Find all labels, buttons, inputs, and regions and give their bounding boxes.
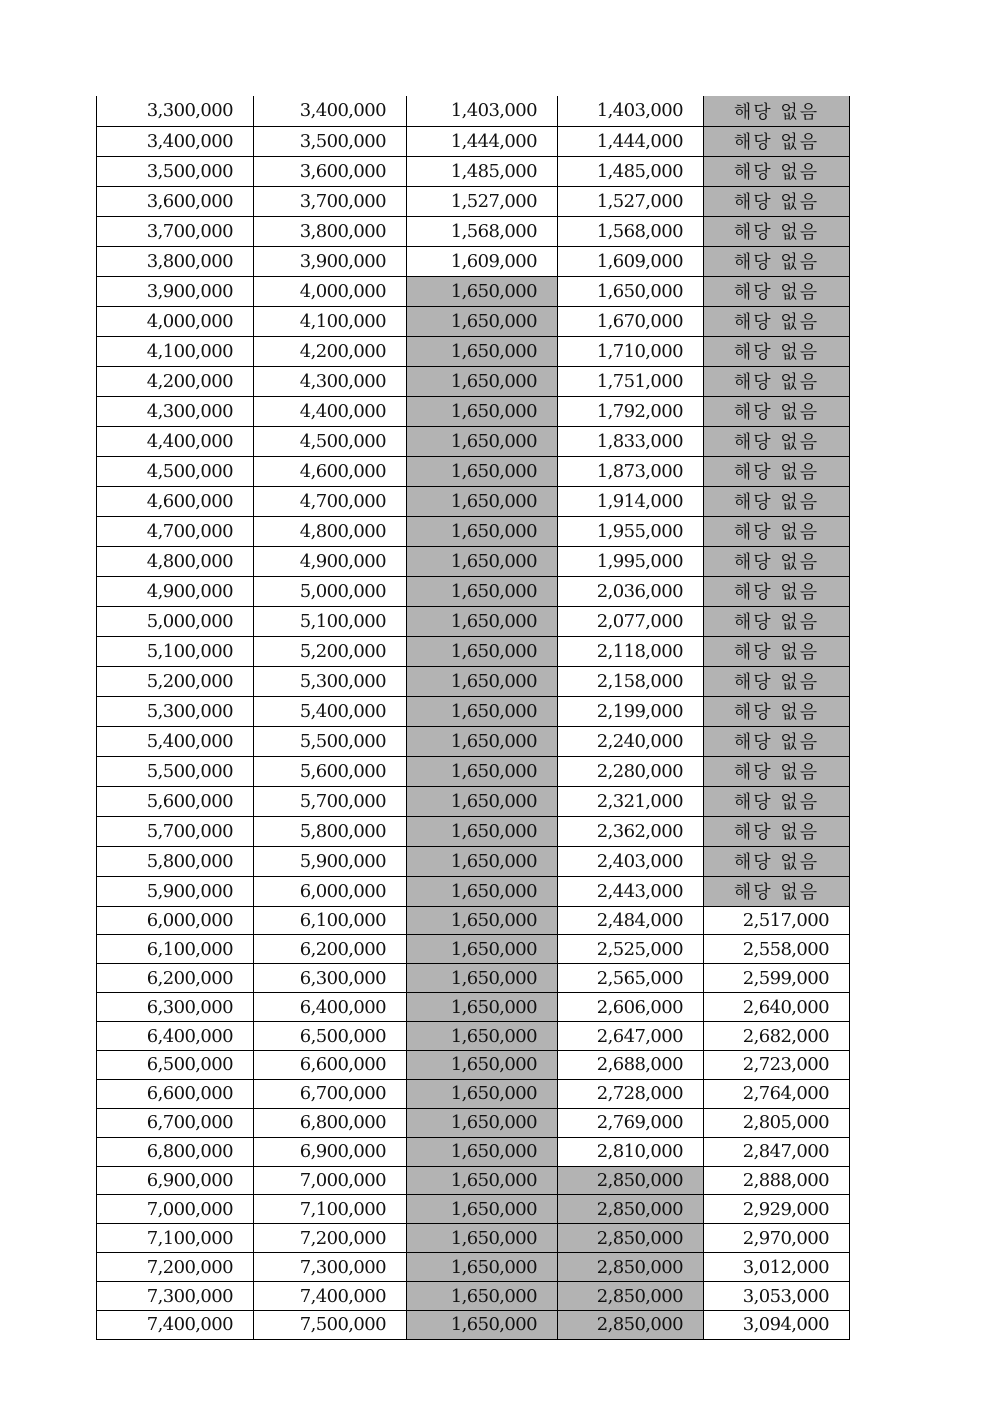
range-to-cell: 6,500,000 [254,1022,407,1051]
table-row [97,306,850,336]
amount-c-cell: 3,053,000 [704,1282,850,1311]
amount-c-cell: 2,558,000 [704,935,850,964]
amount-table [96,96,850,1340]
range-to-cell: 5,900,000 [254,846,407,876]
table-row [97,906,850,935]
range-to-cell: 7,300,000 [254,1253,407,1282]
amount-b-cell: 2,647,000 [558,1022,704,1051]
amount-c-cell: 해당 없음 [704,786,850,816]
range-from-cell: 4,300,000 [97,396,254,426]
amount-b-cell: 2,280,000 [558,756,704,786]
amount-b-cell: 1,403,000 [558,96,704,126]
amount-b-cell: 1,873,000 [558,456,704,486]
range-to-cell: 5,300,000 [254,666,407,696]
range-to-cell: 4,300,000 [254,366,407,396]
table-row [97,786,850,816]
range-from-cell: 5,300,000 [97,696,254,726]
range-from-cell: 3,400,000 [97,126,254,156]
amount-b-cell: 1,914,000 [558,486,704,516]
amount-c-cell: 해당 없음 [704,726,850,756]
table-row [97,576,850,606]
range-from-cell: 7,300,000 [97,1282,254,1311]
range-to-cell: 7,500,000 [254,1310,407,1339]
table-row [97,696,850,726]
amount-c-cell: 2,599,000 [704,964,850,993]
amount-b-cell: 2,321,000 [558,786,704,816]
table-row [97,216,850,246]
amount-a-cell: 1,650,000 [407,935,558,964]
amount-a-cell: 1,650,000 [407,1224,558,1253]
amount-a-cell: 1,650,000 [407,396,558,426]
range-to-cell: 3,500,000 [254,126,407,156]
amount-a-cell: 1,650,000 [407,426,558,456]
table-row [97,486,850,516]
range-from-cell: 6,800,000 [97,1137,254,1166]
range-to-cell: 4,700,000 [254,486,407,516]
range-from-cell: 7,400,000 [97,1310,254,1339]
amount-a-cell: 1,650,000 [407,1310,558,1339]
table-row [97,246,850,276]
amount-a-cell: 1,650,000 [407,276,558,306]
table-row [97,1253,850,1282]
amount-c-cell: 3,012,000 [704,1253,850,1282]
amount-b-cell: 1,833,000 [558,426,704,456]
range-from-cell: 6,900,000 [97,1166,254,1195]
amount-a-cell: 1,650,000 [407,846,558,876]
amount-b-cell: 2,688,000 [558,1050,704,1079]
amount-b-cell: 2,728,000 [558,1079,704,1108]
amount-a-cell: 1,650,000 [407,576,558,606]
table-row [97,546,850,576]
table-row [97,1166,850,1195]
amount-c-cell: 해당 없음 [704,246,850,276]
amount-c-cell: 해당 없음 [704,366,850,396]
amount-c-cell: 해당 없음 [704,426,850,456]
amount-b-cell: 1,955,000 [558,516,704,546]
range-to-cell: 5,800,000 [254,816,407,846]
amount-c-cell: 2,888,000 [704,1166,850,1195]
amount-b-cell: 2,403,000 [558,846,704,876]
table-row [97,186,850,216]
table-row [97,935,850,964]
table-row [97,1079,850,1108]
range-from-cell: 5,500,000 [97,756,254,786]
range-from-cell: 3,600,000 [97,186,254,216]
range-from-cell: 6,100,000 [97,935,254,964]
range-to-cell: 3,600,000 [254,156,407,186]
amount-a-cell: 1,650,000 [407,1022,558,1051]
amount-a-cell: 1,650,000 [407,666,558,696]
amount-b-cell: 2,565,000 [558,964,704,993]
amount-c-cell: 2,929,000 [704,1195,850,1224]
amount-a-cell: 1,650,000 [407,964,558,993]
amount-c-cell: 해당 없음 [704,486,850,516]
amount-b-cell: 2,850,000 [558,1166,704,1195]
amount-b-cell: 2,036,000 [558,576,704,606]
amount-a-cell: 1,444,000 [407,126,558,156]
range-to-cell: 5,000,000 [254,576,407,606]
amount-a-cell: 1,485,000 [407,156,558,186]
range-from-cell: 4,500,000 [97,456,254,486]
amount-b-cell: 2,158,000 [558,666,704,696]
table-row [97,1137,850,1166]
amount-c-cell: 해당 없음 [704,276,850,306]
range-from-cell: 3,300,000 [97,96,254,126]
range-from-cell: 5,400,000 [97,726,254,756]
range-to-cell: 6,100,000 [254,906,407,935]
amount-c-cell: 해당 없음 [704,876,850,906]
range-from-cell: 4,900,000 [97,576,254,606]
range-to-cell: 4,800,000 [254,516,407,546]
amount-c-cell: 해당 없음 [704,336,850,366]
amount-c-cell: 해당 없음 [704,126,850,156]
range-to-cell: 4,600,000 [254,456,407,486]
amount-b-cell: 1,650,000 [558,276,704,306]
range-from-cell: 6,000,000 [97,906,254,935]
amount-a-cell: 1,650,000 [407,606,558,636]
range-from-cell: 4,400,000 [97,426,254,456]
amount-b-cell: 1,792,000 [558,396,704,426]
amount-c-cell: 2,517,000 [704,906,850,935]
amount-c-cell: 해당 없음 [704,306,850,336]
amount-b-cell: 1,485,000 [558,156,704,186]
range-from-cell: 5,600,000 [97,786,254,816]
amount-a-cell: 1,650,000 [407,546,558,576]
amount-b-cell: 2,362,000 [558,816,704,846]
range-from-cell: 7,100,000 [97,1224,254,1253]
amount-a-cell: 1,650,000 [407,993,558,1022]
amount-b-cell: 2,606,000 [558,993,704,1022]
amount-a-cell: 1,527,000 [407,186,558,216]
range-to-cell: 4,900,000 [254,546,407,576]
amount-a-cell: 1,650,000 [407,1050,558,1079]
range-to-cell: 5,100,000 [254,606,407,636]
amount-c-cell: 2,805,000 [704,1108,850,1137]
amount-a-cell: 1,650,000 [407,726,558,756]
table-row [97,1224,850,1253]
range-from-cell: 4,200,000 [97,366,254,396]
amount-c-cell: 해당 없음 [704,816,850,846]
amount-c-cell: 해당 없음 [704,666,850,696]
range-to-cell: 6,400,000 [254,993,407,1022]
amount-c-cell: 해당 없음 [704,696,850,726]
amount-a-cell: 1,650,000 [407,636,558,666]
table-row [97,1108,850,1137]
amount-c-cell: 해당 없음 [704,576,850,606]
amount-c-cell: 해당 없음 [704,456,850,486]
table-row [97,964,850,993]
table-row [97,726,850,756]
amount-b-cell: 1,444,000 [558,126,704,156]
table-row [97,336,850,366]
range-from-cell: 5,000,000 [97,606,254,636]
amount-a-cell: 1,650,000 [407,1137,558,1166]
amount-b-cell: 2,850,000 [558,1224,704,1253]
amount-a-cell: 1,650,000 [407,1166,558,1195]
amount-b-cell: 1,527,000 [558,186,704,216]
amount-b-cell: 1,995,000 [558,546,704,576]
amount-a-cell: 1,650,000 [407,1195,558,1224]
range-to-cell: 6,700,000 [254,1079,407,1108]
amount-b-cell: 2,850,000 [558,1253,704,1282]
range-from-cell: 6,500,000 [97,1050,254,1079]
range-from-cell: 4,600,000 [97,486,254,516]
range-from-cell: 7,200,000 [97,1253,254,1282]
range-from-cell: 6,700,000 [97,1108,254,1137]
table-row [97,516,850,546]
range-from-cell: 5,900,000 [97,876,254,906]
amount-b-cell: 2,850,000 [558,1282,704,1311]
amount-table-body [97,96,850,1339]
range-to-cell: 6,000,000 [254,876,407,906]
amount-c-cell: 해당 없음 [704,636,850,666]
table-row [97,1050,850,1079]
amount-a-cell: 1,650,000 [407,456,558,486]
table-row [97,636,850,666]
range-to-cell: 4,000,000 [254,276,407,306]
table-row [97,606,850,636]
range-to-cell: 6,900,000 [254,1137,407,1166]
range-to-cell: 3,700,000 [254,186,407,216]
amount-c-cell: 해당 없음 [704,606,850,636]
range-from-cell: 6,200,000 [97,964,254,993]
amount-b-cell: 1,751,000 [558,366,704,396]
table-row [97,366,850,396]
table-row [97,126,850,156]
amount-c-cell: 해당 없음 [704,546,850,576]
amount-c-cell: 해당 없음 [704,516,850,546]
table-row [97,666,850,696]
table-row [97,456,850,486]
range-from-cell: 3,900,000 [97,276,254,306]
amount-b-cell: 1,609,000 [558,246,704,276]
table-row [97,846,850,876]
amount-c-cell: 해당 없음 [704,186,850,216]
range-from-cell: 5,800,000 [97,846,254,876]
amount-b-cell: 2,077,000 [558,606,704,636]
amount-c-cell: 2,723,000 [704,1050,850,1079]
amount-a-cell: 1,650,000 [407,366,558,396]
range-to-cell: 3,400,000 [254,96,407,126]
table-row [97,876,850,906]
table-row [97,1022,850,1051]
range-from-cell: 7,000,000 [97,1195,254,1224]
range-from-cell: 3,700,000 [97,216,254,246]
range-to-cell: 6,200,000 [254,935,407,964]
table-row [97,993,850,1022]
amount-b-cell: 1,670,000 [558,306,704,336]
amount-a-cell: 1,650,000 [407,756,558,786]
amount-a-cell: 1,650,000 [407,306,558,336]
amount-b-cell: 2,850,000 [558,1195,704,1224]
range-from-cell: 5,100,000 [97,636,254,666]
range-to-cell: 6,800,000 [254,1108,407,1137]
range-to-cell: 4,500,000 [254,426,407,456]
table-row [97,756,850,786]
table-row [97,96,850,126]
table-row [97,396,850,426]
amount-b-cell: 2,525,000 [558,935,704,964]
amount-b-cell: 2,810,000 [558,1137,704,1166]
amount-c-cell: 해당 없음 [704,96,850,126]
range-from-cell: 5,700,000 [97,816,254,846]
range-to-cell: 6,600,000 [254,1050,407,1079]
range-to-cell: 4,100,000 [254,306,407,336]
amount-c-cell: 3,094,000 [704,1310,850,1339]
range-to-cell: 5,400,000 [254,696,407,726]
range-to-cell: 3,900,000 [254,246,407,276]
amount-a-cell: 1,650,000 [407,816,558,846]
amount-c-cell: 해당 없음 [704,156,850,186]
amount-c-cell: 해당 없음 [704,846,850,876]
amount-a-cell: 1,650,000 [407,786,558,816]
table-row [97,816,850,846]
amount-c-cell: 해당 없음 [704,396,850,426]
amount-c-cell: 해당 없음 [704,216,850,246]
range-from-cell: 3,500,000 [97,156,254,186]
table-row [97,1310,850,1339]
range-from-cell: 4,000,000 [97,306,254,336]
range-to-cell: 6,300,000 [254,964,407,993]
amount-c-cell: 2,682,000 [704,1022,850,1051]
amount-a-cell: 1,609,000 [407,246,558,276]
amount-b-cell: 2,118,000 [558,636,704,666]
range-to-cell: 4,400,000 [254,396,407,426]
amount-c-cell: 2,970,000 [704,1224,850,1253]
range-from-cell: 4,100,000 [97,336,254,366]
range-to-cell: 5,500,000 [254,726,407,756]
amount-b-cell: 2,484,000 [558,906,704,935]
range-to-cell: 5,600,000 [254,756,407,786]
amount-b-cell: 2,240,000 [558,726,704,756]
amount-a-cell: 1,650,000 [407,1108,558,1137]
amount-a-cell: 1,650,000 [407,876,558,906]
range-from-cell: 5,200,000 [97,666,254,696]
amount-b-cell: 1,710,000 [558,336,704,366]
range-to-cell: 7,100,000 [254,1195,407,1224]
amount-a-cell: 1,650,000 [407,516,558,546]
range-to-cell: 3,800,000 [254,216,407,246]
amount-a-cell: 1,650,000 [407,1253,558,1282]
amount-b-cell: 2,769,000 [558,1108,704,1137]
amount-a-cell: 1,568,000 [407,216,558,246]
range-from-cell: 3,800,000 [97,246,254,276]
range-from-cell: 6,600,000 [97,1079,254,1108]
amount-b-cell: 2,443,000 [558,876,704,906]
amount-a-cell: 1,650,000 [407,486,558,516]
amount-a-cell: 1,650,000 [407,696,558,726]
table-row [97,1195,850,1224]
amount-b-cell: 2,199,000 [558,696,704,726]
range-from-cell: 6,400,000 [97,1022,254,1051]
range-from-cell: 6,300,000 [97,993,254,1022]
range-to-cell: 5,700,000 [254,786,407,816]
range-from-cell: 4,800,000 [97,546,254,576]
amount-a-cell: 1,650,000 [407,1079,558,1108]
range-to-cell: 7,000,000 [254,1166,407,1195]
range-from-cell: 4,700,000 [97,516,254,546]
range-to-cell: 5,200,000 [254,636,407,666]
amount-c-cell: 해당 없음 [704,756,850,786]
amount-a-cell: 1,650,000 [407,1282,558,1311]
amount-b-cell: 2,850,000 [558,1310,704,1339]
amount-c-cell: 2,640,000 [704,993,850,1022]
table-row [97,276,850,306]
amount-c-cell: 2,764,000 [704,1079,850,1108]
range-to-cell: 4,200,000 [254,336,407,366]
amount-c-cell: 2,847,000 [704,1137,850,1166]
amount-a-cell: 1,403,000 [407,96,558,126]
range-to-cell: 7,400,000 [254,1282,407,1311]
table-row [97,1282,850,1311]
amount-a-cell: 1,650,000 [407,336,558,366]
table-row [97,156,850,186]
amount-b-cell: 1,568,000 [558,216,704,246]
amount-a-cell: 1,650,000 [407,906,558,935]
table-row [97,426,850,456]
range-to-cell: 7,200,000 [254,1224,407,1253]
